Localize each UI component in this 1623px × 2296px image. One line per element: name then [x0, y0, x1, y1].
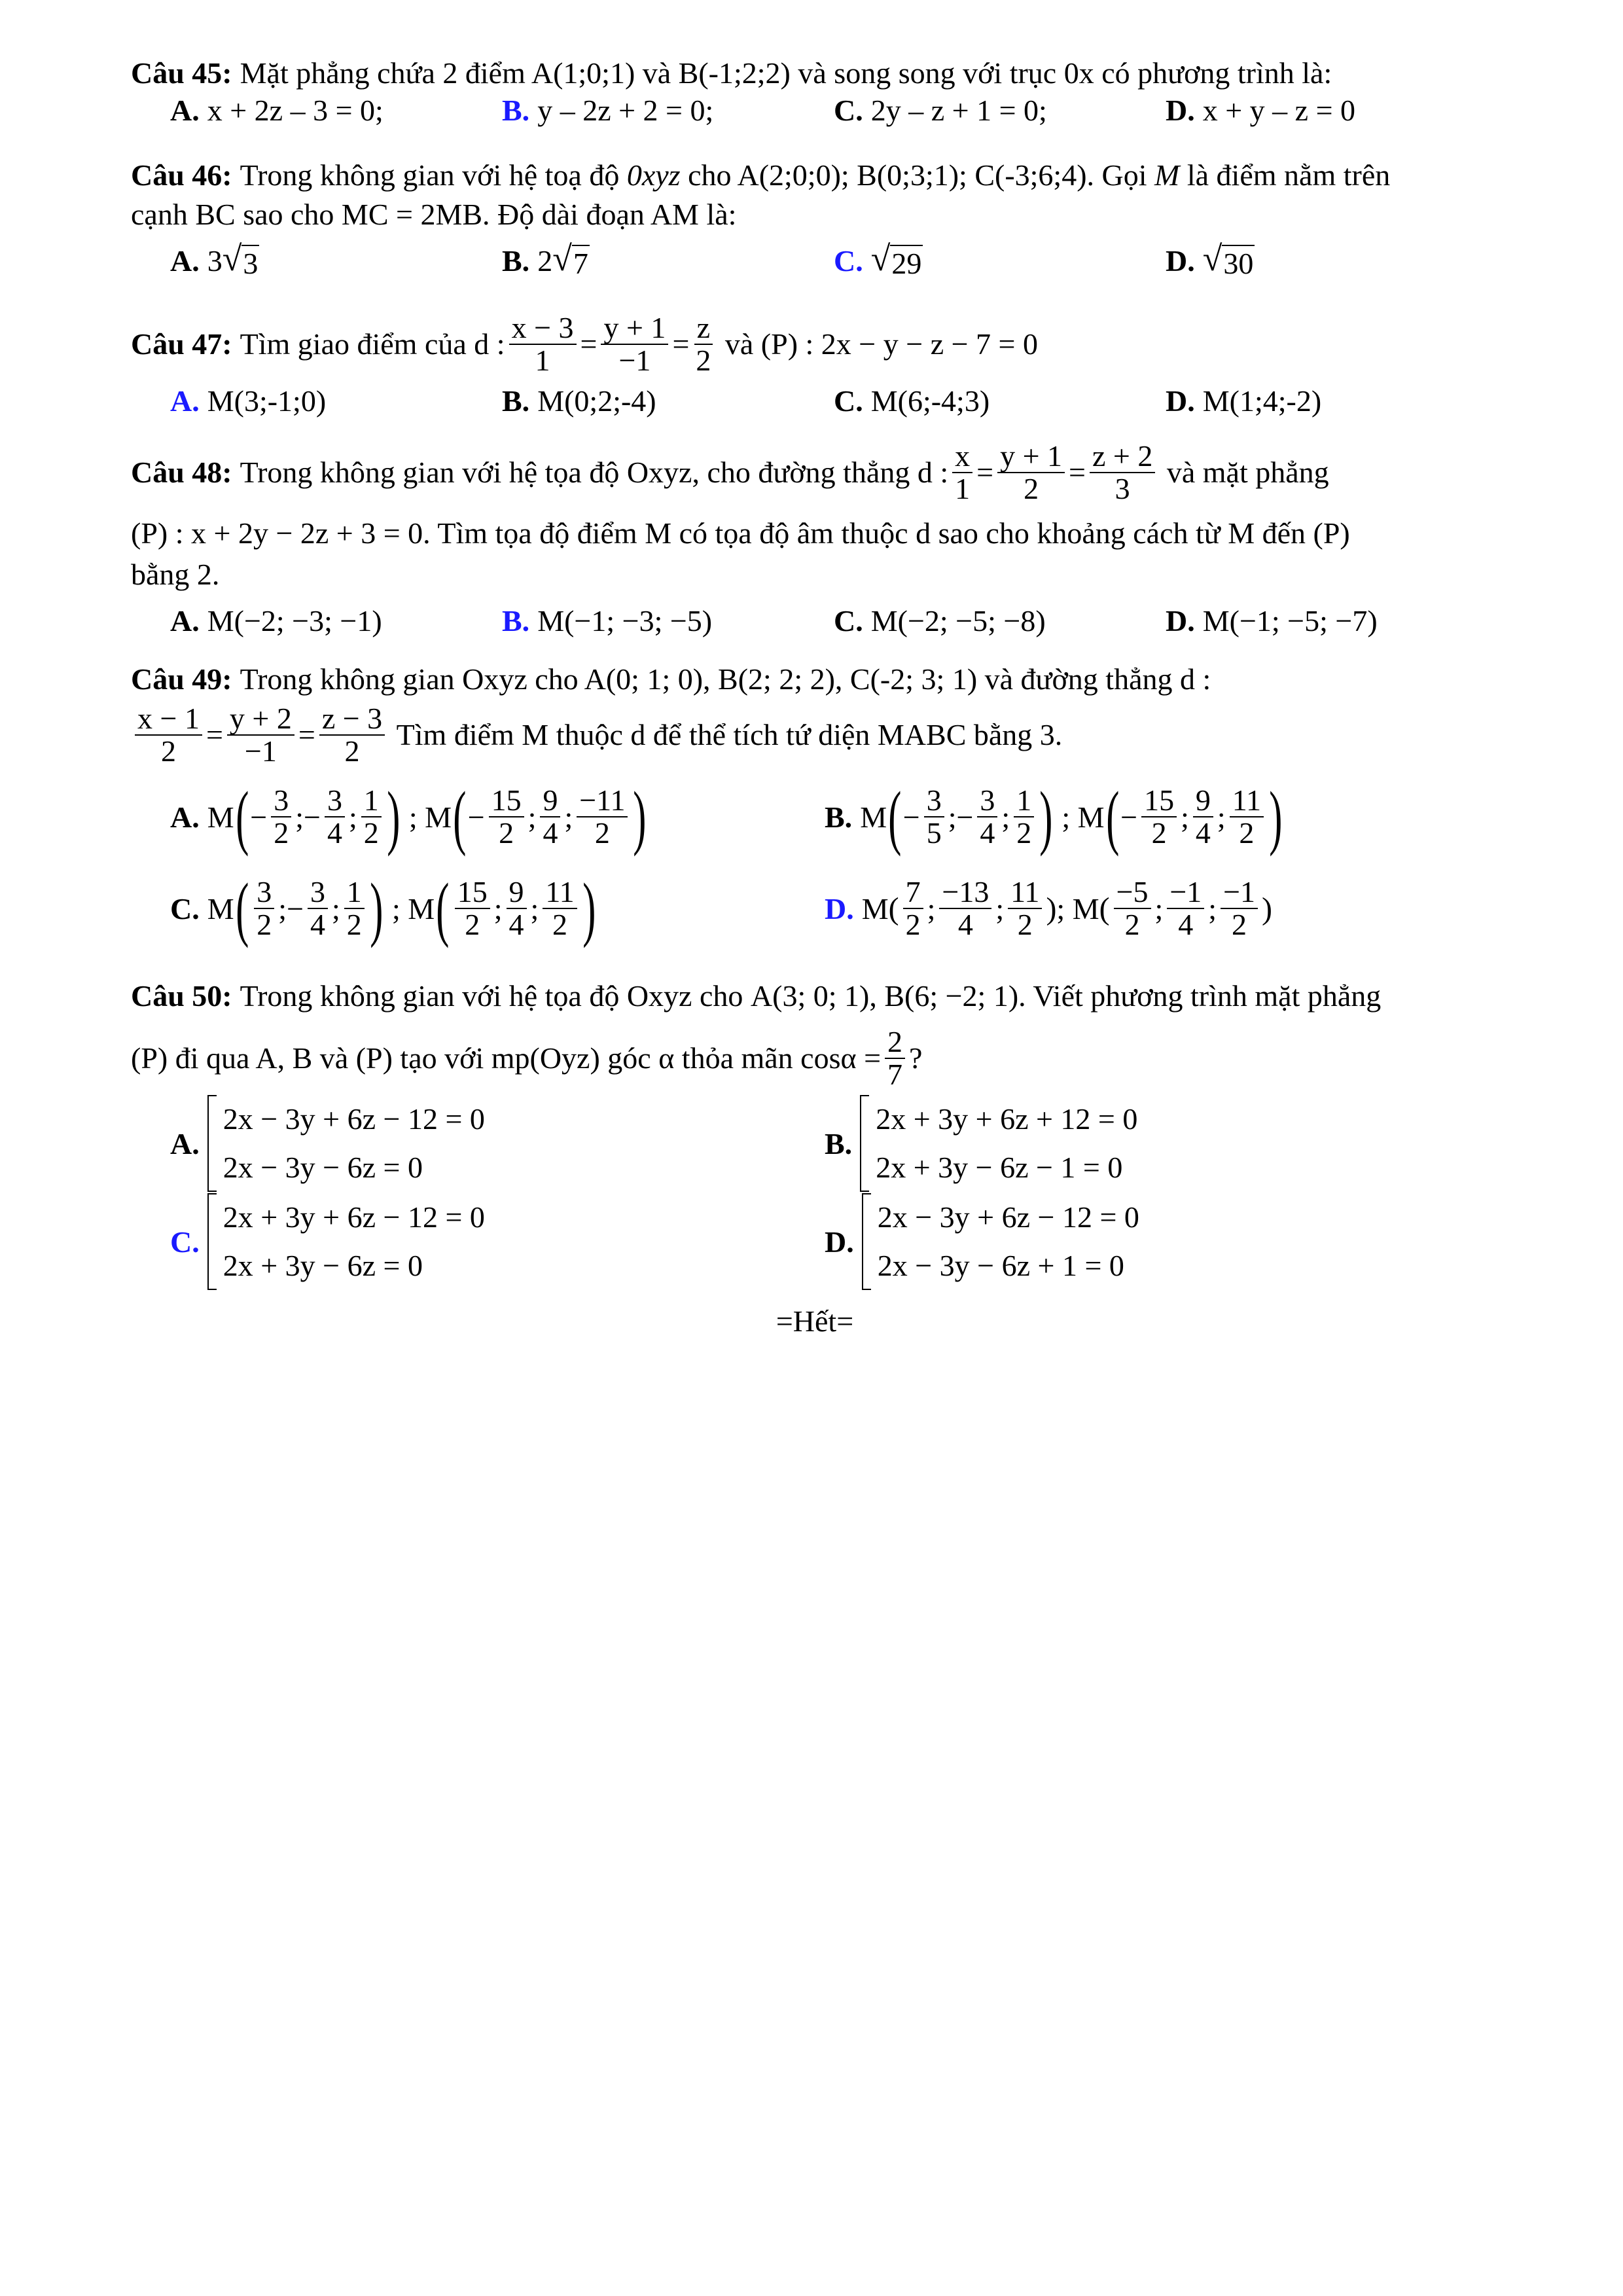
question-label: Câu 48:	[131, 456, 232, 489]
option-c[interactable]: C. √ 29	[834, 238, 922, 280]
fraction: $\frac{x - 3}{1}$	[509, 312, 577, 377]
options-row-2	[131, 863, 1499, 954]
fraction: $\frac{x - 1}{2}$	[135, 703, 202, 768]
point-coordinates: M ( $\frac{7}{2}$ ; $\frac{-13}{4}$ ; $\frac{11}{2}$ )	[861, 874, 1057, 941]
question-50-stem: Câu 50: Trong không gian với hệ tọa độ Oxyz cho A(3; 0; 1), B(6; −2; 1) . Viết phương trình mặt phẳng	[131, 970, 1499, 1022]
question-47	[131, 305, 1499, 429]
fraction: $\frac{3}{2}$	[254, 876, 274, 941]
fraction: $\frac{9}{4}$	[507, 876, 527, 941]
question-49-stem-line2: $\frac{x - 1}{2}$ = $\frac{y + 2}{-1}$ = $\frac{z - 3}{2}$ Tìm điểm M thuộc d để thể tích tứ diện MABC bằng 3.	[131, 699, 1499, 771]
options	[131, 234, 1499, 287]
point-coordinates: M ( − $\frac{3}{5}$ ; − $\frac{3}{4}$ ; $\frac{1}{2}$ )	[860, 777, 1053, 857]
question-label: Câu 47:	[131, 327, 232, 361]
fraction: $\frac{9}{4}$	[540, 785, 560, 850]
question-46-stem-line2: cạnh BC sao cho MC = 2MB. Độ dài đoạn AM là:	[131, 198, 737, 231]
fraction: $\frac{15}{2}$	[1141, 785, 1177, 850]
option-c[interactable]: C. 2x + 3y + 6z − 12 = 0 2x + 3y − 6z = 0	[170, 1193, 825, 1290]
fraction: $\frac{3}{5}$	[924, 785, 944, 850]
question-46-stem: Câu 46: Trong không gian với hệ toạ độ 0xyz cho A(2;0;0); B(0;3;1); C(-3;6;4). Gọi M là điểm nằm trên	[131, 156, 1499, 195]
fraction: $\frac{3}{4}$	[325, 785, 345, 850]
question-49	[131, 660, 1499, 961]
option-c[interactable]: C. M ( $\frac{3}{2}$ ; − $\frac{3}{4}$ ; $\frac{1}{2}$ ) ; M ( $\frac{15}{2}$ ; $\frac{9}{4}$ ; $\frac{11}{2}$ )	[170, 872, 825, 944]
fraction: $\frac{y + 1}{-1}$	[601, 312, 668, 377]
options-row-1	[131, 771, 1499, 863]
sign: −	[956, 800, 974, 834]
option-b[interactable]: B. M ( − $\frac{3}{5}$ ; − $\frac{3}{4}$ ; $\frac{1}{2}$ ) ; M ( − $\frac{15}{2}$ ; $\frac{9}{4}$ ; $\frac{11}{2}$ )	[825, 781, 1479, 853]
question-45	[131, 54, 1499, 152]
options	[131, 594, 1499, 647]
option-b[interactable]: B. y – 2z + 2 = 0;	[502, 94, 714, 127]
option-a[interactable]: A. x + 2z – 3 = 0;	[170, 94, 383, 127]
question-48-stem-line3: bằng 2.	[131, 558, 220, 591]
option-a[interactable]: A. 2x − 3y + 6z − 12 = 0 2x − 3y − 6z = 0	[170, 1095, 825, 1192]
question-label: Câu 50:	[131, 979, 232, 1013]
fraction: $\frac{15}{2}$	[489, 785, 524, 850]
point-coordinates: M ( $\frac{15}{2}$ ; $\frac{9}{4}$ ; $\frac{11}{2}$ )	[408, 869, 596, 948]
option-a[interactable]: A. M ( − $\frac{3}{2}$ ; − $\frac{3}{4}$ ; $\frac{1}{2}$ ) ; M ( − $\frac{15}{2}$ ; $\frac{9}{4}$ ; $\frac{-11}{2}$ )	[170, 781, 825, 853]
fraction: $\frac{-1}{4}$	[1167, 876, 1204, 941]
fraction: $\frac{2}{7}$	[885, 1026, 905, 1091]
fraction: $\frac{3}{2}$	[271, 785, 291, 850]
option-letter: D.	[825, 891, 854, 925]
options-row-2	[131, 1193, 1499, 1291]
point-coordinates: M ( − $\frac{15}{2}$ ; $\frac{9}{4}$ ; $\frac{-11}{2}$ )	[425, 777, 647, 857]
options-row-1	[131, 1094, 1499, 1193]
question-50	[131, 970, 1499, 1291]
options	[131, 93, 1499, 128]
option-c[interactable]: C. 2y – z + 1 = 0;	[834, 94, 1047, 127]
sqrt-symbol: √ 7	[552, 238, 588, 280]
sign: −	[467, 800, 485, 834]
question-48-stem: Câu 48: Trong không gian với hệ tọa độ Oxyz, cho đường thẳng d : $\frac{x}{1}$ = $\frac{y + 1}{2}$ = $\frac{z + 2}{3}$ và mặt phẳng	[131, 439, 1329, 505]
option-b[interactable]: B. M(−1; −3; −5)	[502, 603, 713, 637]
option-b[interactable]: B. M(0;2;-4)	[502, 384, 656, 418]
option-a[interactable]: A. 3 √ 3	[170, 238, 259, 280]
fraction: $\frac{y + 1}{2}$	[997, 440, 1065, 505]
fraction: $\frac{3}{4}$	[977, 785, 997, 850]
fraction: $\frac{9}{4}$	[1193, 785, 1213, 850]
question-50-stem-line2: (P) đi qua A, B và (P) tạo với mp(Oyz) góc α thỏa mãn cosα = $\frac{2}{7}$ ?	[131, 1024, 923, 1091]
option-b[interactable]: B. 2 √ 7	[502, 238, 588, 280]
fraction: $\frac{7}{2}$	[903, 876, 923, 941]
fraction: $\frac{1}{2}$	[344, 876, 365, 941]
sqrt-symbol: √ 3	[222, 238, 259, 280]
option-c[interactable]: C. M(−2; −5; −8)	[834, 603, 1046, 637]
equation-system: 2x + 3y + 6z + 12 = 0 2x + 3y − 6z − 1 = 0	[860, 1095, 1137, 1192]
fraction: $\frac{-11}{2}$	[577, 785, 628, 850]
sign: −	[1120, 800, 1138, 834]
point-coordinates: M ( − $\frac{15}{2}$ ; $\frac{9}{4}$ ; $\frac{11}{2}$ )	[1077, 777, 1283, 857]
fraction: $\frac{z - 3}{2}$	[319, 703, 385, 768]
question-45-stem	[131, 54, 1499, 93]
equation-system: 2x + 3y + 6z − 12 = 0 2x + 3y − 6z = 0	[207, 1193, 485, 1290]
fraction: $\frac{11}{2}$	[1230, 785, 1264, 850]
sign: −	[287, 891, 304, 925]
sign: −	[902, 800, 920, 834]
end-marker: =Hết=	[776, 1304, 854, 1338]
question-47-stem: Câu 47: Tìm giao điểm của d : $\frac{x - 3}{1}$ = $\frac{y + 1}{-1}$ = $\frac{z}{2}$ và (P) : 2x − y − z − 7 = 0	[131, 310, 1038, 377]
question-48-stem-line2: (P) : x + 2y − 2z + 3 = 0. Tìm tọa độ điểm M có tọa độ âm thuộc d sao cho khoảng cách từ M đến (P)	[131, 516, 1350, 550]
option-d[interactable]: D. M(1;4;-2)	[1166, 384, 1322, 418]
fraction: $\frac{-13}{4}$	[939, 876, 991, 941]
sign: −	[250, 800, 268, 834]
fraction: $\frac{1}{2}$	[1014, 785, 1034, 850]
option-letter: A.	[170, 800, 200, 834]
option-b[interactable]: B. 2x + 3y + 6z + 12 = 0 2x + 3y − 6z − 1 = 0	[825, 1095, 1479, 1192]
point-coordinates: M ( $\frac{-5}{2}$ ; $\frac{-1}{4}$ ; $\frac{-1}{2}$ )	[1072, 874, 1272, 941]
fraction: $\frac{z + 2}{3}$	[1090, 440, 1155, 505]
option-a[interactable]: A. M(−2; −3; −1)	[170, 603, 382, 637]
fraction: $\frac{3}{4}$	[308, 876, 328, 941]
question-text: Mặt phẳng chứa 2 điểm A(1;0;1) và B(-1;2;2) và song song với trục 0x có phương trình là:	[240, 56, 1332, 90]
fraction: $\frac{x}{1}$	[952, 440, 972, 505]
exam-page	[131, 54, 1499, 1338]
fraction: $\frac{1}{2}$	[361, 785, 382, 850]
option-d[interactable]: D. x + y – z = 0	[1166, 94, 1356, 127]
option-letter: B.	[825, 800, 853, 834]
option-d[interactable]: D. M ( $\frac{7}{2}$ ; $\frac{-13}{4}$ ; $\frac{11}{2}$ ) ; M ( $\frac{-5}{2}$ ; $\frac{-1}{4}$ ; $\frac{-1}{2}$ )	[825, 874, 1272, 941]
question-label: Câu 49:	[131, 662, 232, 696]
question-label: Câu 46:	[131, 158, 232, 192]
option-a[interactable]: A. M(3;-1;0)	[170, 384, 327, 418]
options	[131, 384, 1499, 418]
question-48	[131, 433, 1499, 656]
equation-system: 2x − 3y + 6z − 12 = 0 2x − 3y − 6z + 1 = 0	[862, 1193, 1139, 1290]
sign: −	[304, 800, 321, 834]
question-46	[131, 156, 1499, 298]
sqrt-symbol: √ 29	[870, 238, 922, 280]
fraction: $\frac{11}{2}$	[543, 876, 577, 941]
sqrt-symbol: √ 30	[1202, 238, 1254, 280]
point-coordinates: M ( $\frac{3}{2}$ ; − $\frac{3}{4}$ ; $\frac{1}{2}$ )	[207, 869, 383, 948]
option-letter: C.	[170, 891, 200, 925]
option-d[interactable]: D. M(−1; −5; −7)	[1166, 603, 1378, 637]
fraction: $\frac{11}{2}$	[1008, 876, 1042, 941]
fraction: $\frac{z}{2}$	[693, 312, 713, 377]
fraction: $\frac{y + 2}{-1}$	[227, 703, 294, 768]
question-49-stem: Câu 49: Trong không gian Oxyz cho A(0; 1; 0), B(2; 2; 2), C(-2; 3; 1) và đường thẳng d :	[131, 660, 1499, 699]
option-d[interactable]: D. 2x − 3y + 6z − 12 = 0 2x − 3y − 6z + 1 = 0	[825, 1193, 1479, 1290]
question-label: Câu 45:	[131, 56, 232, 90]
fraction: $\frac{-5}{2}$	[1114, 876, 1151, 941]
option-c[interactable]: C. M(6;-4;3)	[834, 384, 990, 418]
fraction: $\frac{-1}{2}$	[1221, 876, 1258, 941]
option-d[interactable]: D. √ 30	[1166, 238, 1254, 280]
point-coordinates: M ( − $\frac{3}{2}$ ; − $\frac{3}{4}$ ; $\frac{1}{2}$ )	[207, 777, 401, 857]
equation-system: 2x − 3y + 6z − 12 = 0 2x − 3y − 6z = 0	[207, 1095, 485, 1192]
fraction: $\frac{15}{2}$	[455, 876, 490, 941]
